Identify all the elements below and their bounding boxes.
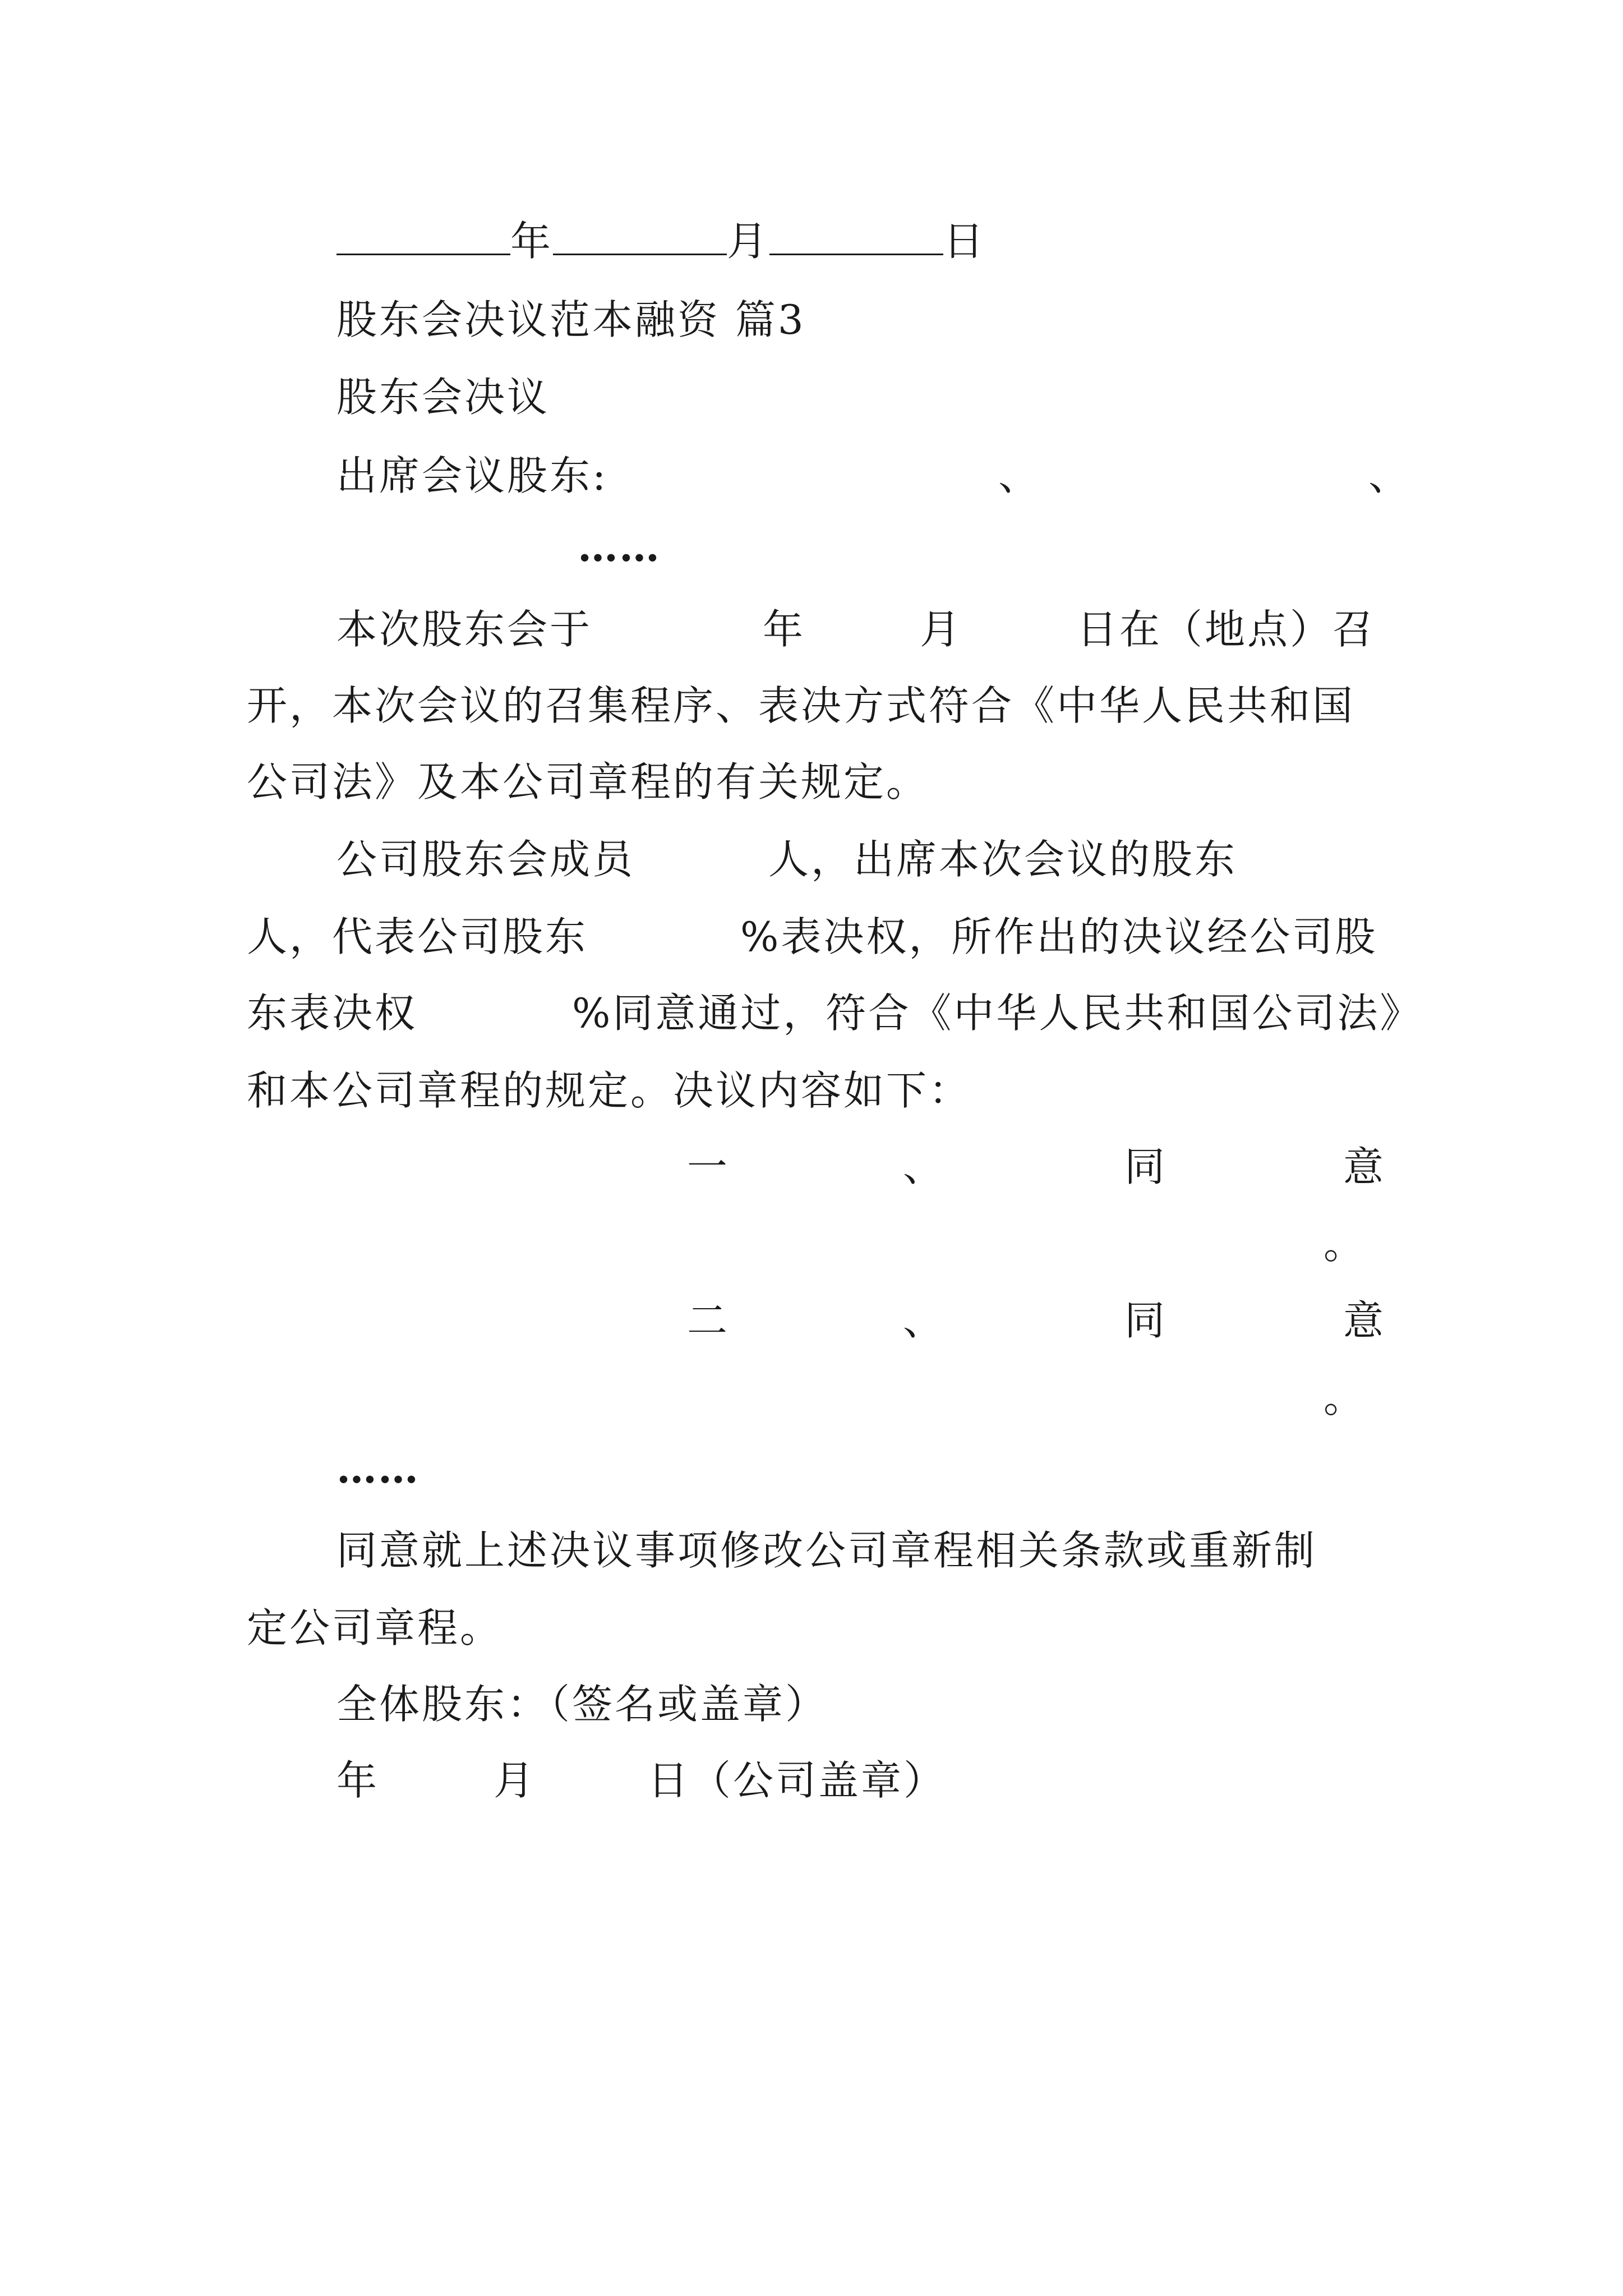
para1-line2: 开，本次会议的召集程序、表决方式符合《中华人民共和国 (247, 682, 1355, 729)
para2-line2b: %表决权，所作出的决议经公司股 (740, 913, 1378, 960)
resolution-1-verb2: 意 (1343, 1143, 1386, 1190)
para1-part2: 日在（地点）召 (1077, 606, 1376, 653)
year-label: 年 (510, 218, 554, 265)
day-blank (769, 214, 943, 255)
para1-part1: 本次股东会于 (336, 606, 593, 653)
document-subheading: 股东会决议 (336, 374, 550, 421)
para1-line1 (336, 601, 1391, 657)
year-blank (336, 214, 510, 255)
resolution-2-separator: 、 (903, 1297, 946, 1344)
resolution-1-verb1: 同 (1124, 1143, 1168, 1190)
month-label: 月 (727, 218, 770, 265)
resolution-2-end: 。 (1324, 1374, 1367, 1421)
attendees-separator-2: 、 (1368, 452, 1412, 499)
para2-part2: 人，出席本次会议的股东 (768, 836, 1238, 883)
date-line (336, 213, 986, 269)
para3-line1: 同意就上述决议事项修改公司章程相关条款或重新制 (336, 1527, 1317, 1574)
para1-year: 年 (763, 606, 806, 653)
month-blank (553, 214, 727, 255)
attendees-ellipsis: …… (578, 523, 661, 570)
para2-line3a: 东表决权 (247, 990, 418, 1037)
resolution-1-number: 一 (687, 1143, 730, 1190)
day-label: 日 (943, 218, 986, 265)
attendees-label: 出席会议股东: (336, 452, 608, 499)
para2-line2 (247, 909, 1391, 965)
footer-year: 年 (336, 1757, 380, 1804)
resolution-2-verb2: 意 (1343, 1297, 1386, 1344)
footer-month: 月 (494, 1757, 537, 1804)
para2-line3 (247, 985, 1423, 1041)
signature-line: 全体股东：（签名或盖章） (336, 1681, 828, 1728)
resolution-1-end: 。 (1324, 1221, 1367, 1268)
resolution-2-number: 二 (687, 1297, 730, 1344)
document-heading: 股东会决议范本融资 篇3 (336, 296, 806, 343)
resolutions-ellipsis: …… (336, 1444, 419, 1492)
footer-day-seal: 日（公司盖章） (648, 1757, 947, 1804)
para3-line2: 定公司章程。 (247, 1604, 503, 1651)
para2-part1: 公司股东会成员 (336, 836, 635, 883)
para1-month: 月 (920, 606, 963, 653)
resolution-2-verb1: 同 (1124, 1297, 1168, 1344)
para2-line2a: 人，代表公司股东 (247, 913, 588, 960)
footer-date (336, 1752, 1122, 1809)
attendees-separator-1: 、 (998, 452, 1041, 499)
para2-line1 (336, 831, 1391, 887)
para2-line4: 和本公司章程的规定。决议内容如下： (247, 1067, 972, 1114)
para1-line3: 公司法》及本公司章程的有关规定。 (247, 758, 929, 806)
para2-line3b: %同意通过，符合《中华人民共和国公司法》 (572, 990, 1423, 1037)
resolution-1-separator: 、 (903, 1143, 946, 1190)
attendees-line (336, 448, 1412, 504)
